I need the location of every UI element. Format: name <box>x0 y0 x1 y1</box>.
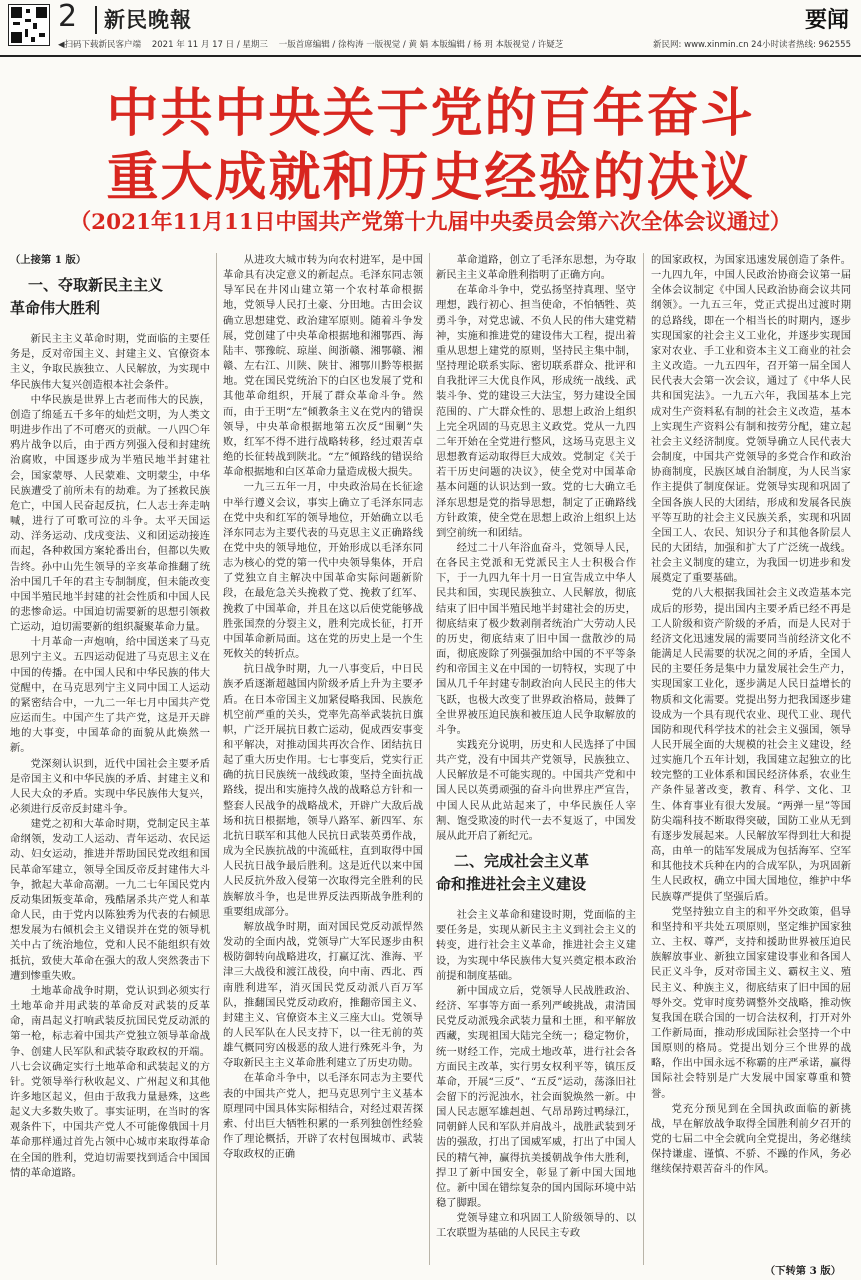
section-2-heading-line-2: 命和推进社会主义建设 <box>436 875 587 894</box>
section-1-heading <box>10 274 210 320</box>
section-label: 要闻 <box>804 8 849 33</box>
section-2-heading <box>436 850 636 896</box>
paragraph: 革命道路，创立了毛泽东思想，为夺取新民主主义革命胜利指明了正确方向。 <box>436 254 636 282</box>
page-number: 2 <box>58 0 78 34</box>
headline <box>0 82 861 210</box>
masthead-rule <box>0 55 861 57</box>
date-line: 2021 年 11 月 17 日 / 星期三 <box>151 40 268 50</box>
paragraph: 党的八大根据我国社会主义改造基本完成后的形势，提出国内主要矛盾已经不再是工人阶级和资产阶级的矛盾，而是人民对于经济文化迅速发展的需要同当前经济文化不能满足人民需要的状况之间的矛盾，全国人民的主要任务是集中力量发展社会生产力，实现国家工业化，逐步满足人民日益增长的物质和文化需要。党提出努力把我国逐步建设成为一个具有现代农业、现代工业、现代国防和现代科学技术的社会主义强国，领导人民开展全面的大规模的社会主义建设，经过实施几个五年计划，我国建立起独立的比较完整的工业体系和国民经济体系，农业生产条件显著改变，教育、科学、文化、卫生、体育事业有很大发展。“两弹一星”等国防尖端科技不断取得突破，国防工业从无到有逐步发展起来。人民解放军得到壮大和提高，由单一的陆军发展成为包括海军、空军和其他技术兵种在内的合成军队，为巩固新生人民政权，确立中国大国地位，维护中华民族尊严提供了坚强后盾。 <box>651 587 851 903</box>
info-bar <box>0 36 861 54</box>
section-1-heading-line-1: 一、夺取新民主主义 <box>28 276 164 295</box>
paragraph: 实践充分说明，历史和人民选择了中国共产党，没有中国共产党领导，民族独立、人民解放是不可能实现的。中国共产党和中国人民以英勇顽强的奋斗向世界庄严宣告，中国人民从此站起来了，中华民族任人宰割、饱受欺凌的时代一去不复返了，中国发展从此开启了新纪元。 <box>436 739 636 842</box>
masthead-divider <box>95 6 97 34</box>
paragraph: 从进攻大城市转为向农村进军，是中国革命具有决定意义的新起点。毛泽东同志领导军民在井冈山建立第一个农村革命根据地，党领导人民打土豪、分田地。古田会议确立思想建党、政治建军原则。随着斗争发展，党创建了中央革命根据地和湘鄂西、海陆丰、鄂豫皖、琼崖、闽浙赣、湘鄂赣、湘赣、左右江、川陕、陕甘、湘鄂川黔等根据地。党在国民党统治下的白区也发展了党和其他革命组织，开展了群众革命斗争。然而，由于王明“左”倾教条主义在党内的错误领导，中央革命根据地第五次反“围剿”失败，红军不得不进行战略转移，经过艰苦卓绝的长征转战到陕北。“左”倾路线的错误给革命根据地和白区革命力量造成极大损失。 <box>223 254 423 479</box>
article-column-3 <box>436 253 636 1265</box>
section-1-heading-line-2: 革命伟大胜利 <box>10 299 101 318</box>
article-column-1 <box>10 253 210 1265</box>
continued-on[interactable]: （下转第 3 版） <box>764 1265 841 1277</box>
paragraph: 中华民族是世界上古老而伟大的民族，创造了绵延五千多年的灿烂文明，为人类文明进步作出了不可磨灭的贡献。一八四〇年鸦片战争以后，由于西方列强入侵和封建统治腐败，中国逐步成为半殖民地半封建社会，国家蒙辱、人民蒙难、文明蒙尘，中华民族遭受了前所未有的劫难。为了拯救民族危亡，中国人民奋起反抗，仁人志士奔走呐喊，进行了可歌可泣的斗争。太平天国运动、洋务运动、戊戌变法、义和团运动接连而起，各种救国方案轮番出台，但都以失败告终。孙中山先生领导的辛亥革命推翻了统治中国几千年的君主专制制度，但未能改变中国半殖民地半封建的社会性质和中国人民的悲惨命运。中国迫切需要新的思想引领救亡运动，迫切需要新的组织凝聚革命力量。 <box>10 393 210 634</box>
column-divider <box>643 253 644 1265</box>
scan-hint[interactable]: ◀扫码下载新民客户端 <box>58 40 142 50</box>
paragraph: 党领导建立和巩固工人阶级领导的、以工农联盟为基础的人民民主专政 <box>436 1212 636 1240</box>
article-column-4 <box>651 253 851 1258</box>
paragraph: 新民主主义革命时期，党面临的主要任务是，反对帝国主义、封建主义、官僚资本主义，争取民族独立、人民解放，为实现中华民族伟大复兴创造根本社会条件。 <box>10 333 210 391</box>
paragraph: 抗日战争时期，九一八事变后，中日民族矛盾逐渐超越国内阶级矛盾上升为主要矛盾。在日本帝国主义加紧侵略我国、民族危机空前严重的关头，党率先高举武装抗日旗帜，广泛开展抗日救亡运动，促成西安事变和平解决，对推动国共再次合作、团结抗日起了重大历史作用。七七事变后，党实行正确的抗日民族统一战线政策，坚持全面抗战路线，提出和实施持久战的战略总方针和一整套人民战争的战略战术，开辟广大敌后战场和抗日根据地，领导八路军、新四军、东北抗日联军和其他人民抗日武装英勇作战，成为全民族抗战的中流砥柱，直到取得中国人民抗日战争最后胜利。这是近代以来中国人民反抗外敌入侵第一次取得完全胜利的民族解放斗争，也是世界反法西斯战争胜利的重要组成部分。 <box>223 663 423 918</box>
paragraph: 党坚持独立自主的和平外交政策，倡导和坚持和平共处五项原则，坚定维护国家独立、主权、尊严，支持和援助世界被压迫民族解放事业、新独立国家建设事业和各国人民正义斗争，反对帝国主义、霸权主义、殖民主义、种族主义，彻底结束了旧中国的屈辱外交。党审时度势调整外交战略，推动恢复我国在联合国的一切合法权利，打开对外工作新局面，推动形成国际社会坚持一个中国原则的格局。党提出划分三个世界的战略，作出中国永远不称霸的庄严承诺，赢得国际社会特别是广大发展中国家尊重和赞誉。 <box>651 905 851 1100</box>
headline-subtitle: （2021年11月11日中国共产党第十九届中央委员会第六次全体会议通过） <box>69 210 792 235</box>
hotline: 新民网: www.xinmin.cn 24小时读者热线: 962555 <box>653 40 851 50</box>
section-2-heading-line-1: 二、完成社会主义革 <box>454 852 590 871</box>
paragraph: 新中国成立后，党领导人民战胜政治、经济、军事等方面一系列严峻挑战，肃清国民党反动派残余武装力量和土匪，和平解放西藏，实现祖国大陆完全统一；稳定物价，统一财经工作，完成土地改革，进行社会各方面民主改革，实行男女权利平等，镇压反革命，开展“三反”、“五反”运动，荡涤旧社会留下的污泥浊水，社会面貌焕然一新。中国人民志愿军雄赳赳、气昂昂跨过鸭绿江，同朝鲜人民和军队并肩战斗，战胜武装到牙齿的强敌，打出了国威军威，打出了中国人民的精气神，赢得抗美援朝战争伟大胜利，捍卫了新中国安全，彰显了新中国大国地位。新中国在错综复杂的国内国际环境中站稳了脚跟。 <box>436 984 636 1210</box>
continued-from: （上接第 1 版） <box>10 254 87 266</box>
paragraph: 建党之初和大革命时期，党制定民主革命纲领，发动工人运动、青年运动、农民运动、妇女运动，推进并帮助国民党改组和国民革命军建立，领导全国反帝反封建伟大斗争，掀起大革命高潮。一九二七年国民党内反动集团叛变革命，残酷屠杀共产党人和革命人民，由于党内以陈独秀为代表的右倾思想发展为右倾机会主义错误并在党的领导机关中占了统治地位，党和人民不能组织有效抵抗，致使大革命在强大的敌人突然袭击下遭到惨重失败。 <box>10 818 210 982</box>
paragraph: 在革命斗争中，党弘扬坚持真理、坚守理想，践行初心、担当使命，不怕牺牲、英勇斗争，对党忠诚、不负人民的伟大建党精神，实施和推进党的建设伟大工程，提出着重从思想上建党的原则，坚持民主集中制，坚持理论联系实际、密切联系群众、批评和自我批评三大优良作风，形成统一战线、武装斗争、党的建设三大法宝，努力建设全国范围的、广大群众性的、思想上政治上组织上完全巩固的马克思主义政党。党从一九四二年开始在全党进行整风，这场马克思主义思想教育运动取得巨大成效。党制定《关于若干历史问题的决议》，使全党对中国革命基本问题的认识达到一致。党的七大确立毛泽东思想是党的指导思想，制定了正确路线方针政策，使全党在思想上政治上组织上达到空前统一和团结。 <box>436 284 636 539</box>
headline-line-1: 中共中央关于党的百年奋斗 <box>106 84 755 144</box>
paragraph: 社会主义革命和建设时期，党面临的主要任务是，实现从新民主主义到社会主义的转变，进行社会主义革命，推进社会主义建设，为实现中华民族伟大复兴奠定根本政治前提和制度基础。 <box>436 909 636 982</box>
paragraph: 解放战争时期，面对国民党反动派悍然发动的全面内战，党领导广大军民逐步由积极防御转向战略进攻，打赢辽沈、淮海、平津三大战役和渡江战役，向中南、西北、西南胜利进军，消灭国民党反动派八百万军队，推翻国民党反动政府，推翻帝国主义、封建主义、官僚资本主义三座大山。党领导的人民军队在人民支持下，以一往无前的英雄气概同穷凶极恶的敌人进行殊死斗争，为夺取新民主主义革命胜利建立了历史功勋。 <box>223 920 423 1070</box>
column-divider <box>429 253 430 1265</box>
staff-line: 一版首席编辑 / 徐构涛 一版视觉 / 黄 娟 本版编辑 / 杨 玥 本版视觉 / 许疑芝 <box>278 40 564 50</box>
column-divider <box>216 253 217 1265</box>
info-left <box>58 36 563 54</box>
headline-line-2: 重大成就和历史经验的决议 <box>106 148 755 208</box>
paragraph: 的国家政权，为国家迅速发展创造了条件。一九四九年，中国人民政治协商会议第一届全体会议制定《中国人民政治协商会议共同纲领》。一九五三年，党正式提出过渡时期的总路线，即在一个相当长的时期内，逐步实现国家的社会主义工业化，并逐步实现国家对农业、手工业和资本主义工商业的社会主义改造。一九五四年，召开第一届全国人民代表大会第一次会议，通过了《中华人民共和国宪法》。一九五六年，我国基本上完成对生产资料私有制的社会主义改造，基本上实现生产资料公有制和按劳分配，建立起社会主义经济制度。党领导确立人民代表大会制度，中国共产党领导的多党合作和政治协商制度，民族区域自治制度，为人民当家作主提供了制度保证。党领导实现和巩固了全国各族人民的大团结，形成和发展各民族平等互助的社会主义民族关系，实现和巩固全国工人、农民、知识分子和其他各阶层人民的大团结，加强和扩大了广泛统一战线。社会主义制度的建立，为我国一切进步和发展奠定了重要基础。 <box>651 254 851 585</box>
paragraph: 十月革命一声炮响，给中国送来了马克思列宁主义。五四运动促进了马克思主义在中国的传播。在中国人民和中华民族的伟大觉醒中，在马克思列宁主义同中国工人运动的紧密结合中，一九二一年七月中国共产党应运而生。中国产生了共产党，这是开天辟地的大事变，中国革命的面貌从此焕然一新。 <box>10 636 210 755</box>
newspaper-name: 新民晚報 <box>104 7 192 32</box>
masthead <box>0 0 861 56</box>
paragraph: 土地革命战争时期，党认识到必须实行土地革命并用武装的革命反对武装的反革命，南昌起义打响武装反抗国民党反动派的第一枪，标志着中国共产党独立领导革命战争、创建人民军队和武装夺取政权的开端。八七会议确定实行土地革命和武装起义的方针。党领导举行秋收起义、广州起义和其他许多地区起义，但由于敌我力量悬殊，这些起义大多数失败了。事实证明，在当时的客观条件下，中国共产党人不可能像俄国十月革命那样通过首先占领中心城市来取得革命在全国的胜利，党迫切需要找到适合中国国情的革命道路。 <box>10 984 210 1179</box>
paragraph: 经过二十八年浴血奋斗，党领导人民，在各民主党派和无党派民主人士积极合作下，于一九四九年十月一日宣告成立中华人民共和国，实现民族独立、人民解放，彻底结束了旧中国半殖民地半封建社会的历史，彻底结束了极少数剥削者统治广大劳动人民的历史，彻底结束了旧中国一盘散沙的局面，彻底废除了列强强加给中国的不平等条约和帝国主义在中国的一切特权，实现了中国从几千年封建专制政治向人民民主的伟大飞跃，也极大改变了世界政治格局，鼓舞了全世界被压迫民族和被压迫人民争取解放的斗争。 <box>436 541 636 736</box>
paragraph: 党深刻认识到，近代中国社会主要矛盾是帝国主义和中华民族的矛盾、封建主义和人民大众的矛盾。实现中华民族伟大复兴，必须进行反帝反封建斗争。 <box>10 757 210 815</box>
article-column-2 <box>223 253 423 1265</box>
paragraph: 党充分预见到在全国执政面临的新挑战，早在解放战争取得全国胜利前夕召开的党的七届二中全会就向全党提出，务必继续保持谦虚、谨慎、不骄、不躁的作风，务必继续保持艰苦奋斗的作风。 <box>651 1102 851 1176</box>
paragraph: 一九三五年一月，中央政治局在长征途中举行遵义会议，事实上确立了毛泽东同志在党中央和红军的领导地位，开始确立以毛泽东同志为主要代表的马克思主义正确路线在党中央的领导地位，开始形成以毛泽东同志为核心的党的第一代中央领导集体，开启了党独立自主解决中国革命实际问题新阶段，在最危急关头挽救了党、挽救了红军、挽救了中国革命，并且在这以后使党能够战胜张国焘的分裂主义，胜利完成长征，打开中国革命新局面。这在党的历史上是一个生死攸关的转折点。 <box>223 481 423 661</box>
paragraph: 在革命斗争中，以毛泽东同志为主要代表的中国共产党人，把马克思列宁主义基本原理同中国具体实际相结合，对经过艰苦探索、付出巨大牺牲积累的一系列独创性经验作了理论概括，开辟了农村包围城市、武装夺取政权的正确 <box>223 1072 423 1161</box>
